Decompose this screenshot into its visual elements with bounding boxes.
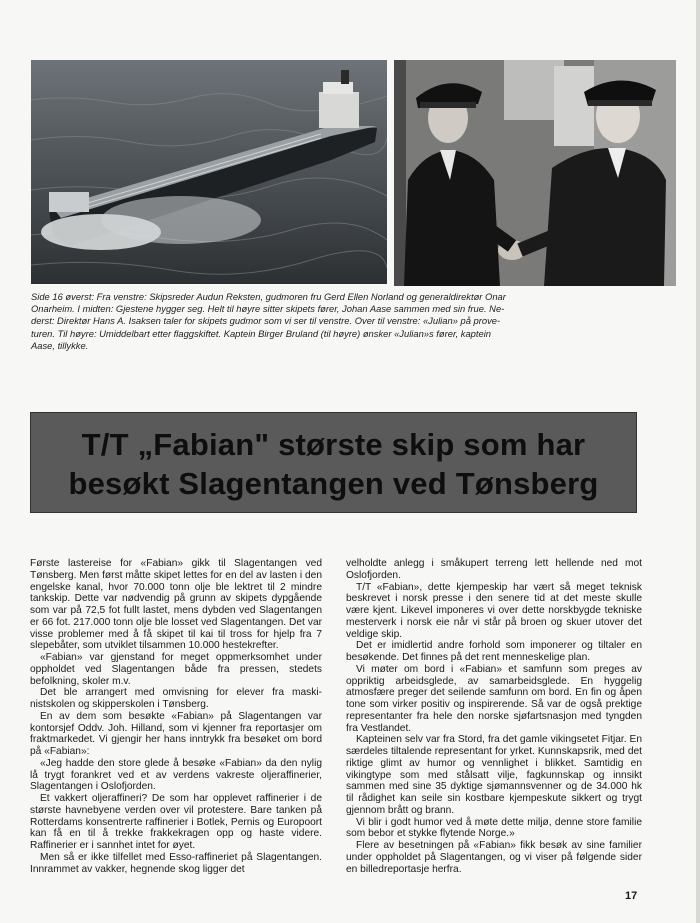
paragraph: Vi møter om bord i «Fabian» et samfunn som preges av oppriktig arbeidsglede, av samarbeidsglede. En hyggelig atmosfære preger det seilende samfunn om bord. En fin og åpen tone som virker positiv og inspirerende. Så var de også prektige representanter fra hele den norske sjøfartsnasjon med tyngden fra Vestlandet. (346, 663, 642, 734)
paragraph: «Fabian» var gjenstand for meget oppmerksomhet under oppholdet ved Slagentangen både fra pressen, stedets befolkning, skoler m.v. (30, 652, 322, 687)
captains-handshake-photo (394, 60, 676, 286)
captains-illustration (394, 60, 676, 286)
headline (31, 425, 636, 503)
paragraph: Et vakkert oljeraffineri? De som har opplevet raffinerier i de største havnebyene verden over vil protestere. Bare tanken på Rotterdams konsentrerte raffinerier i Botlek, Pernis og Europoort kan få en til å trekke frakkekragen opp og haste videre. Raffinerier er i sannhet intet for øyet. (30, 793, 322, 851)
ship-illustration (31, 60, 387, 284)
paragraph: T/T «Fabian», dette kjempeskip har vært så meget teknisk beskrevet i norsk presse i den senere tid at det meste skulle være kjent. Likevel imponeres vi over dette norskbygde tekniske mesterverk i norsk eie når vi står på broen og skuer utover det veldige skip. (346, 581, 642, 640)
paragraph: Første lastereise for «Fabian» gikk til Slagentangen ved Tønsberg. Men først måtte skipet lettes for en del av lasten i den engelske kanal, hvor 70.000 tonn olje ble lektret til 2 mindre tankskip. Dette var nødvendig på grunn av skipets dypgående som var på 72,5 fot fullt lastet, mens dybden ved Slagentangen er 66 fot. 217.000 tonn olje ble losset ved Slagentangen. Det var visse problemer med å få skipet til kai til tross for hjelp fra 7 slepebåter, som utviklet tilsammen 10.000 hestekrefter. (30, 558, 322, 652)
headline-line-1: T/T „Fabian" største skip som har (81, 427, 586, 462)
paragraph: Det er imidlertid andre forhold som imponerer og tiltaler en besøkende. Det finnes på det rent menneskelige plan. (346, 640, 642, 663)
headline-box (30, 412, 637, 513)
caption-line: Aase, tillykke. (31, 339, 89, 351)
page-number: 17 (625, 890, 638, 902)
caption-line: Onarheim. I midten: Gjestene hygger seg. Helt til høyre sitter skipets fører, Johan Aase sammen med sin frue. Ne- (31, 303, 505, 315)
article-column-right (346, 558, 642, 875)
paragraph: Men så er ikke tilfellet med Esso-raffineriet på Slagentangen. Innrammet av vakker, hegnende skog ligger det (30, 851, 322, 875)
paragraph: velholdte anlegg i småkupert terreng lett hellende ned mot Oslofjorden. (346, 558, 642, 581)
ship-at-sea-photo (31, 60, 387, 284)
paragraph: «Jeg hadde den store glede å besøke «Fabian» da den nylig lå trygt forankret ved et av verdens vakreste oljeraffinerier, Slagentangen i Oslofjorden. (30, 757, 322, 793)
caption-line: derst: Direktør Hans A. Isaksen taler for skipets gudmor som vi ser til venstre. Over til venstre: «Julian» på prove- (31, 315, 501, 327)
page-edge (696, 0, 700, 923)
caption-line: turen. Til høyre: Umiddelbart etter flaggskiftet. Kaptein Birger Bruland (til høyre) ønsker «Julian»s fører, kaptein (31, 327, 492, 339)
paragraph: Flere av besetningen på «Fabian» fikk besøk av sine familier under oppholdet på Slagentangen, og vi viser på følgende sider en billedreportasje herfra. (346, 840, 642, 875)
paragraph: Kapteinen selv var fra Stord, fra det gamle vikingsetet Fitjar. En særdeles tiltalende representant for yrket. Kunnskapsrik, med det riktige glimt av humor og vennlighet i blikket. Samtidig en vikingtype som med stålsatt vilje, fagkunnskap og innsikt sammen med sine 35 dyktige sjømannsvenner og de 34.000 hk til rådighet kan seile sin kostbare kjempeskute sikkert og trygt gjennom brått og brann. (346, 734, 642, 816)
paragraph: Vi blir i godt humor ved å møte dette miljø, denne store familie som bebor et stykke flytende Norge.» (346, 816, 642, 840)
photo-caption (31, 291, 671, 352)
paragraph: En av dem som besøkte «Fabian» på Slagentangen var kontorsjef Oddv. Joh. Hilland, som vi kjenner fra reportasjer om fraktmarkedet. Vi gjengir her hans inntrykk fra besøket om bord på «Fabian»: (30, 710, 322, 757)
article-column-left (30, 558, 322, 875)
headline-line-2: besøkt Slagentangen ved Tønsberg (68, 466, 599, 501)
paragraph: Det ble arrangert med omvisning for elever fra maskinistskolen og skipperskolen i Tønsberg. (30, 687, 322, 710)
caption-line: Side 16 øverst: Fra venstre: Skipsreder Audun Reksten, gudmoren fru Gerd Ellen Norland og generaldirektør Onar (31, 291, 506, 302)
